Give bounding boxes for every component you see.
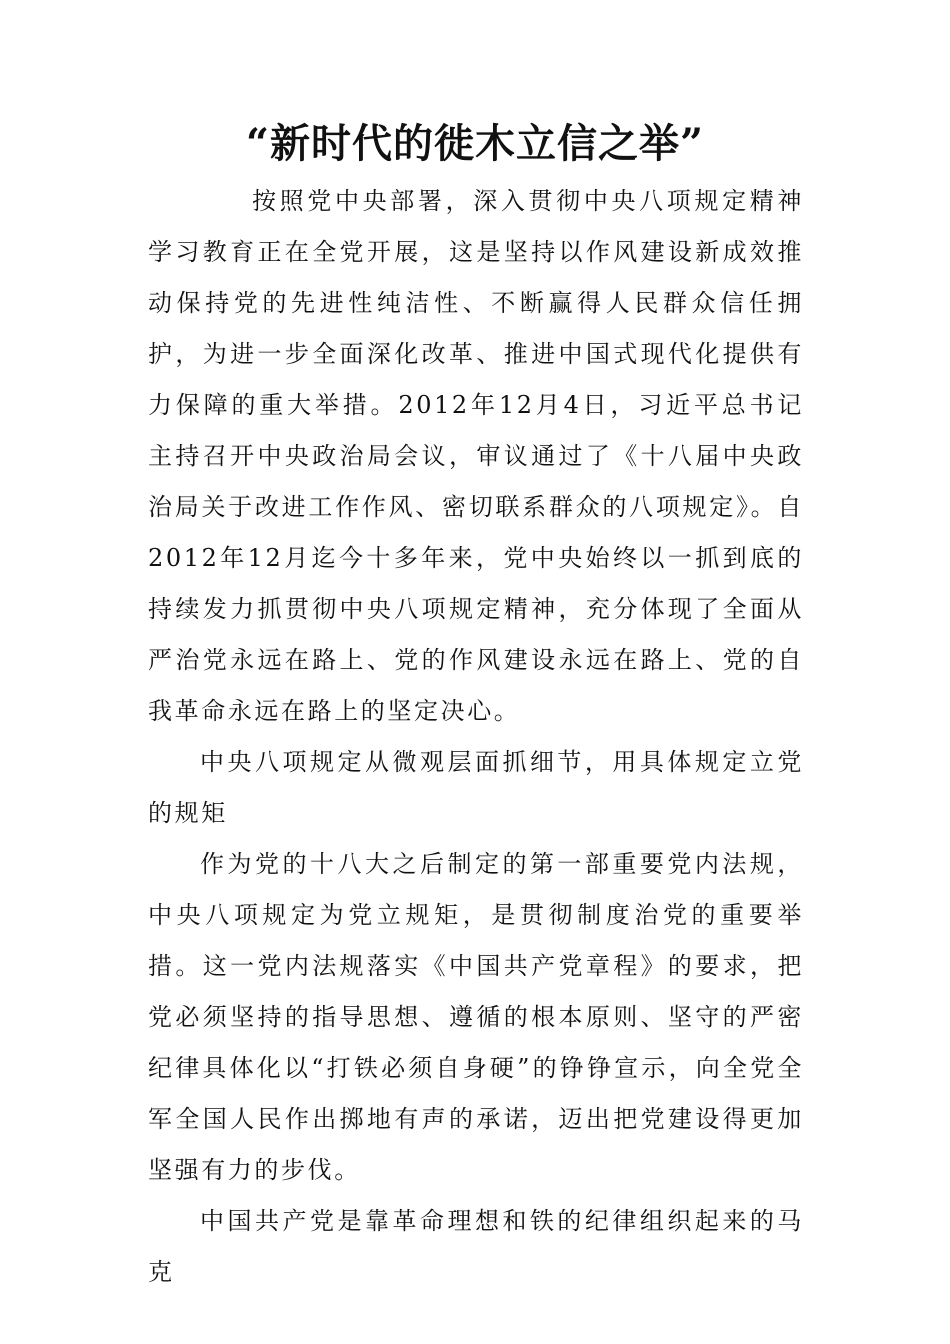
paragraph-intro: 按照党中央部署，深入贯彻中央八项规定精神学习教育正在全党开展，这是坚持以作风建设新成效推动保持党的先进性纯洁性、不断赢得人民群众信任拥护，为进一步全面深化改革、推进中国式现代化提供有力保障的重大举措。2012年12月4日，习近平总书记主持召开中央政治局会议，审议通过了《十八届中央政治局关于改进工作作风、密切联系群众的八项规定》。自2012年12月迄今十多年来，党中央始终以一抓到底的持续发力抓贯彻中央八项规定精神，充分体现了全面从严治党永远在路上、党的作风建设永远在路上、党的自我革命永远在路上的坚定决心。 bbox=[148, 187, 804, 725]
section-heading: 中央八项规定从微观层面抓细节，用具体规定立党的规矩 bbox=[148, 748, 804, 827]
paragraph-body: 作为党的十八大之后制定的第一部重要党内法规，中央八项规定为党立规矩，是贯彻制度治党的重要举措。这一党内法规落实《中国共产党章程》的要求，把党必须坚持的指导思想、遵循的根本原则、坚守的严密纪律具体化以“打铁必须自身硬”的铮铮宣示，向全党全军全国人民作出掷地有声的承诺，迈出把党建设得更加坚强有力的步伐。 bbox=[148, 850, 804, 1184]
document-body bbox=[148, 176, 804, 1298]
document-title: “新时代的徙木立信之举” bbox=[245, 120, 704, 167]
paragraph-continued: 中国共产党是靠革命理想和铁的纪律组织起来的马克 bbox=[148, 1207, 804, 1286]
